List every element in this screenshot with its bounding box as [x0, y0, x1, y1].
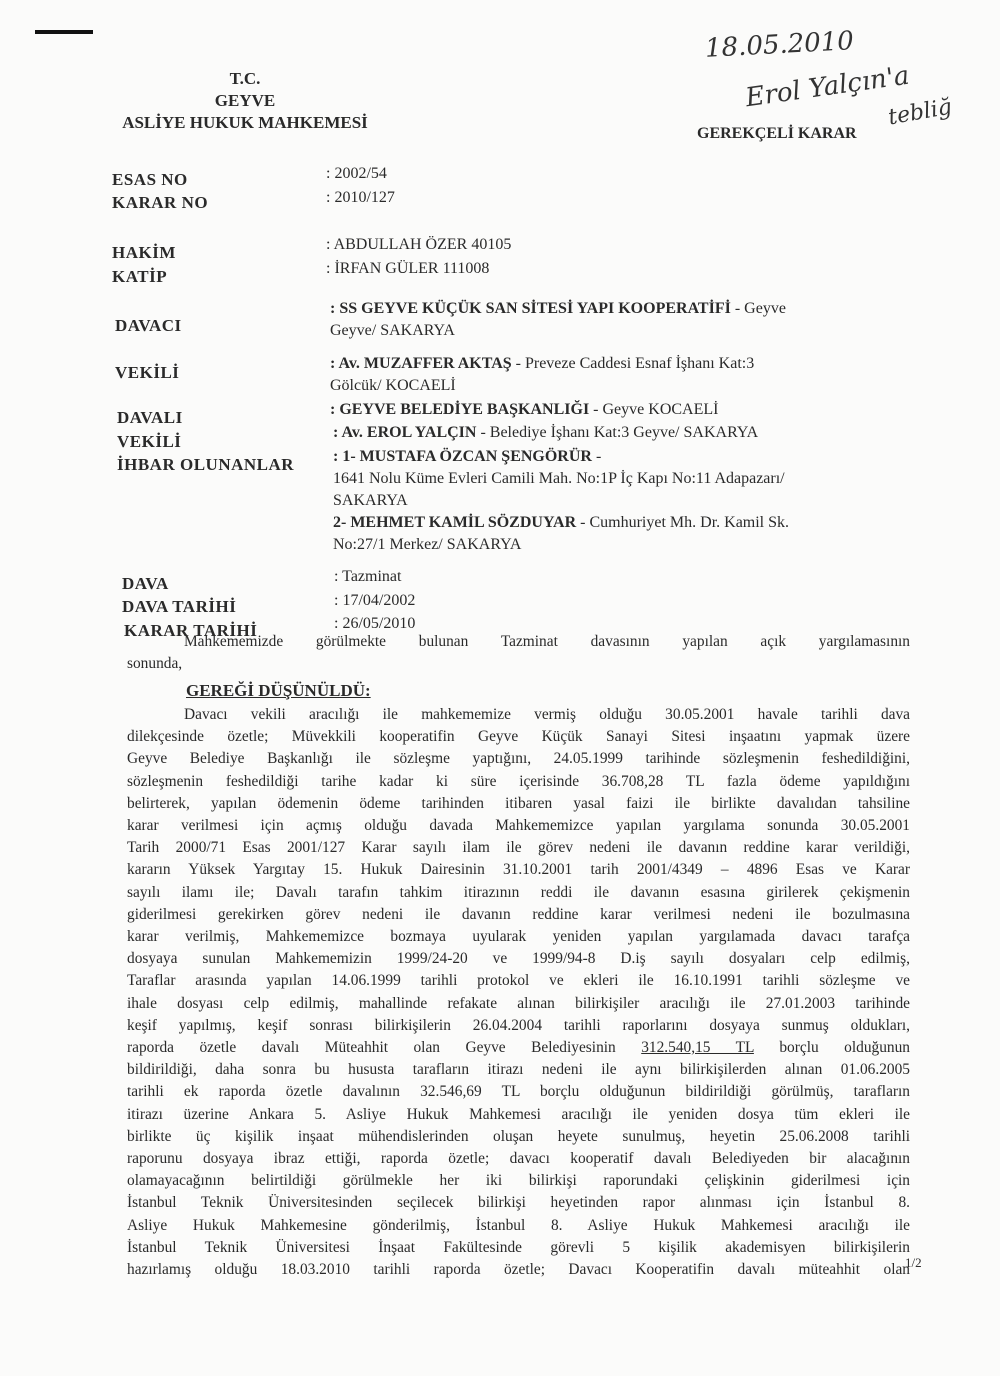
- body-line: olamayacağının belirtildiği görülmekle her iki bilirkişi raporundaki çelişkinin giderilmesi için: [127, 1172, 910, 1190]
- body-line: Geyve Belediye Başkanlığı ile sözleşme yaptığını, 24.05.1999 tarihinde sözleşmenin feshedildiğini,: [127, 750, 910, 768]
- esas-value: : 2002/54: [326, 165, 387, 182]
- karar-tarihi-value: : 26/05/2010: [334, 615, 416, 632]
- body-line: hazırlamış olduğu 18.03.2010 tarihli raporda özetle; Davacı Kooperatifin davalı müteahhit olan: [127, 1261, 910, 1279]
- body-line: dilekçesinde özetle; Müvekkili kooperatifin Geyve Küçük Sanayi Sitesi inşaatını yapmak üzere: [127, 728, 910, 746]
- vekili1-address-line2: Gölcük/ KOCAELİ: [330, 377, 456, 394]
- ihbar2-name: 2- MEHMET KAMİL SÖZDUYAR: [333, 514, 577, 531]
- body-line: İstanbul Teknik Üniversitesinden seçilecek bilirkişi heyetinden rapor alınması için İstanbul 8.: [127, 1194, 910, 1212]
- davali-address: - Geyve KOCAELİ: [589, 401, 719, 418]
- davaci-name: : SS GEYVE KÜÇÜK SAN SİTESİ YAPI KOOPERATİFİ: [330, 300, 731, 317]
- body-line: ihale dosyası celp edilmiş, mahallinde refakate alınan bilirkişiler aracılığı ile 27.01.2003 tarihinde: [127, 994, 910, 1012]
- vekili1-label: VEKİLİ: [115, 363, 180, 382]
- body-line: giderilmesi gerekirken görev nedeni ile davanın reddine karar verilmesi nedeni ile bozulmasına: [127, 905, 910, 923]
- ihbar2-address-line2: No:27/1 Merkez/ SAKARYA: [333, 536, 522, 553]
- page-number: 1/2: [905, 1255, 922, 1270]
- body-line: kararın Yüksek Yargıtay 15. Hukuk Dairesinin 31.10.2001 tarih 2001/4349 – 4896 Esas ve Karar: [127, 861, 910, 879]
- intro-line: Mahkememizde görülmekte bulunan Tazminat davasının yapılan açık yargılamasının: [184, 633, 910, 650]
- ihbar-value: [333, 446, 908, 556]
- body-line: keşif yapılmış, keşif sonrası bilirkişilerin 26.04.2004 tarihli raporlarını dosyaya sunmuş oldukları,: [127, 1016, 910, 1034]
- body-line: karar verilmiş, Mahkememizce bozmaya uyularak yeniden yapılan yargılamada davacı tarafça: [127, 928, 910, 946]
- davali-name: : GEYVE BELEDİYE BAŞKANLIĞI: [330, 401, 590, 418]
- body-line: tarihli ek raporda özetle davalının 32.546,69 TL borçlu olduğunun bildirildiği görülmüş, tarafların: [127, 1083, 910, 1101]
- court-line-tc: T.C.: [229, 69, 261, 88]
- davali-value: [330, 399, 890, 421]
- karar-tarihi-label: KARAR TARİHİ: [124, 621, 258, 640]
- vekili2-value: [333, 422, 893, 444]
- body-line: Asliye Hukuk Mahkemesine gönderilmiş, İstanbul 8. Asliye Hukuk Mahkemesi aracılığı ile: [127, 1216, 910, 1234]
- davaci-label: DAVACI: [115, 316, 182, 335]
- body-line: Davacı vekili aracılığı ile mahkememize vermiş olduğu 30.05.2001 havale tarihli dava: [184, 706, 910, 723]
- body-line: karar verilmesi için açmış olduğu davada Mahkememizce yapılan yargılama sonunda 30.05.2001: [127, 817, 910, 835]
- underlined-amount: 312.540,15 TL: [641, 1039, 754, 1057]
- handwritten-date: 18.05.2010: [704, 26, 855, 64]
- ihbar2-address: - Cumhuriyet Mh. Dr. Kamil Sk.: [576, 514, 790, 531]
- vekili2-label: VEKİLİ: [117, 432, 182, 451]
- intro-paragraph: [127, 631, 910, 675]
- davaci-value: [330, 298, 890, 342]
- decision-type: GEREKÇELİ KARAR: [697, 125, 857, 142]
- ihbar1-address: 1641 Nolu Küme Evleri Camili Mah. No:1P İç Kapı No:11 Adapazarı/: [333, 470, 785, 487]
- body-line: dosyaya sunulan Mahkememizin 1999/24-20 ve 1999/94-8 D.iş sayılı dosyaları celp edilmiş,: [127, 950, 910, 968]
- body-line: raporunu dosyaya ibraz ettiği, raporda özetle; davacı kooperatif davalı Belediyeden bir alacağının: [127, 1150, 910, 1168]
- dava-tarihi-value: : 17/04/2002: [334, 592, 416, 609]
- handwritten-recipient: Erol Yalçın'a: [743, 60, 912, 114]
- vekili1-address: - Preveze Caddesi Esnaf İşhanı Kat:3: [511, 355, 755, 372]
- karar-value: : 2010/127: [326, 189, 395, 206]
- body-line: belirterek, yapılan ödemenin ödeme tarihinden itibaren yasal faizi ile birlikte davalıdan tahsiline: [127, 794, 910, 812]
- body-line: birlikte üç kişilik inşaat mühendislerinden oluşan heyete sunulmuş, heyetin 25.06.2008 tarihli: [127, 1127, 910, 1145]
- body-line: Taraflar arasında yapılan 14.06.1999 tarihli protokol ve ekleri ile 16.10.1991 tarihli sözleşme ve: [127, 972, 910, 990]
- hakim-value: : ABDULLAH ÖZER 40105: [326, 236, 512, 253]
- dava-tarihi-label: DAVA TARİHİ: [122, 597, 237, 616]
- body-line: sayılı ilamı ile; Davalı tarafın tahkim itirazının reddi ile davanın esasına girilerek çekişmenin: [127, 883, 910, 901]
- davaci-address-line2: Geyve/ SAKARYA: [330, 322, 455, 339]
- katip-label: KATİP: [112, 267, 168, 286]
- ihbar1-dash: -: [591, 448, 602, 465]
- davaci-address: - Geyve: [730, 300, 786, 317]
- ihbar1-name: : 1- MUSTAFA ÖZCAN ŞENGÖRÜR: [333, 448, 592, 465]
- handwritten-note: tebliğ: [886, 94, 954, 131]
- davali-label: DAVALI: [117, 408, 183, 427]
- body-line: İstanbul Teknik Üniversitesi İnşaat Fakültesinde görevli 5 kişilik akademisyen bilirkişilerin: [127, 1238, 910, 1256]
- body-line: raporda özetle davalı Müteahhit olan Geyve Belediyesinin 312.540,15 TL borçlu olduğunun: [127, 1039, 910, 1057]
- body-line: Tarih 2000/71 Esas 2001/127 Karar sayılı ilam ile görev nedeni ile davanın reddine karar verildiği,: [127, 839, 910, 857]
- karar-label: KARAR NO: [112, 193, 209, 212]
- body-line: sözleşmenin feshedildiği tarihe kadar ki süre içerisinde 36.708,28 TL fazla ödeme yapıldığını: [127, 772, 910, 790]
- hakim-label: HAKİM: [112, 243, 176, 262]
- body-line: itirazı üzerine Ankara 5. Asliye Hukuk Mahkemesi aracılığı ile yeniden dosya tüm ekleri ile: [127, 1105, 910, 1123]
- esas-label: ESAS NO: [112, 170, 188, 189]
- vekili1-value: [330, 353, 890, 397]
- scan-mark: [35, 30, 93, 34]
- ihbar-label: İHBAR OLUNANLAR: [117, 455, 295, 474]
- dava-value: : Tazminat: [334, 568, 402, 585]
- court-line-name: ASLİYE HUKUK MAHKEMESİ: [122, 113, 368, 132]
- vekili2-address: - Belediye İşhanı Kat:3 Geyve/ SAKARYA: [476, 424, 759, 441]
- body-line: bildirildiği, daha sonra bu hususta tarafların itirazı nedeni ile aynı bilirkişilerden alınan 01.06.2005: [127, 1061, 910, 1079]
- ihbar1-city: SAKARYA: [333, 492, 408, 509]
- court-line-city: GEYVE: [214, 91, 276, 110]
- section-heading: GEREĞİ DÜŞÜNÜLDÜ:: [186, 681, 371, 700]
- court-header: [100, 68, 390, 134]
- intro-line: sonunda,: [127, 655, 183, 673]
- body-paragraph: [127, 704, 910, 1281]
- dava-label: DAVA: [122, 574, 169, 593]
- katip-value: : İRFAN GÜLER 111008: [326, 260, 490, 277]
- vekili2-name: : Av. EROL YALÇIN: [333, 424, 477, 441]
- vekili1-name: : Av. MUZAFFER AKTAŞ: [330, 355, 512, 372]
